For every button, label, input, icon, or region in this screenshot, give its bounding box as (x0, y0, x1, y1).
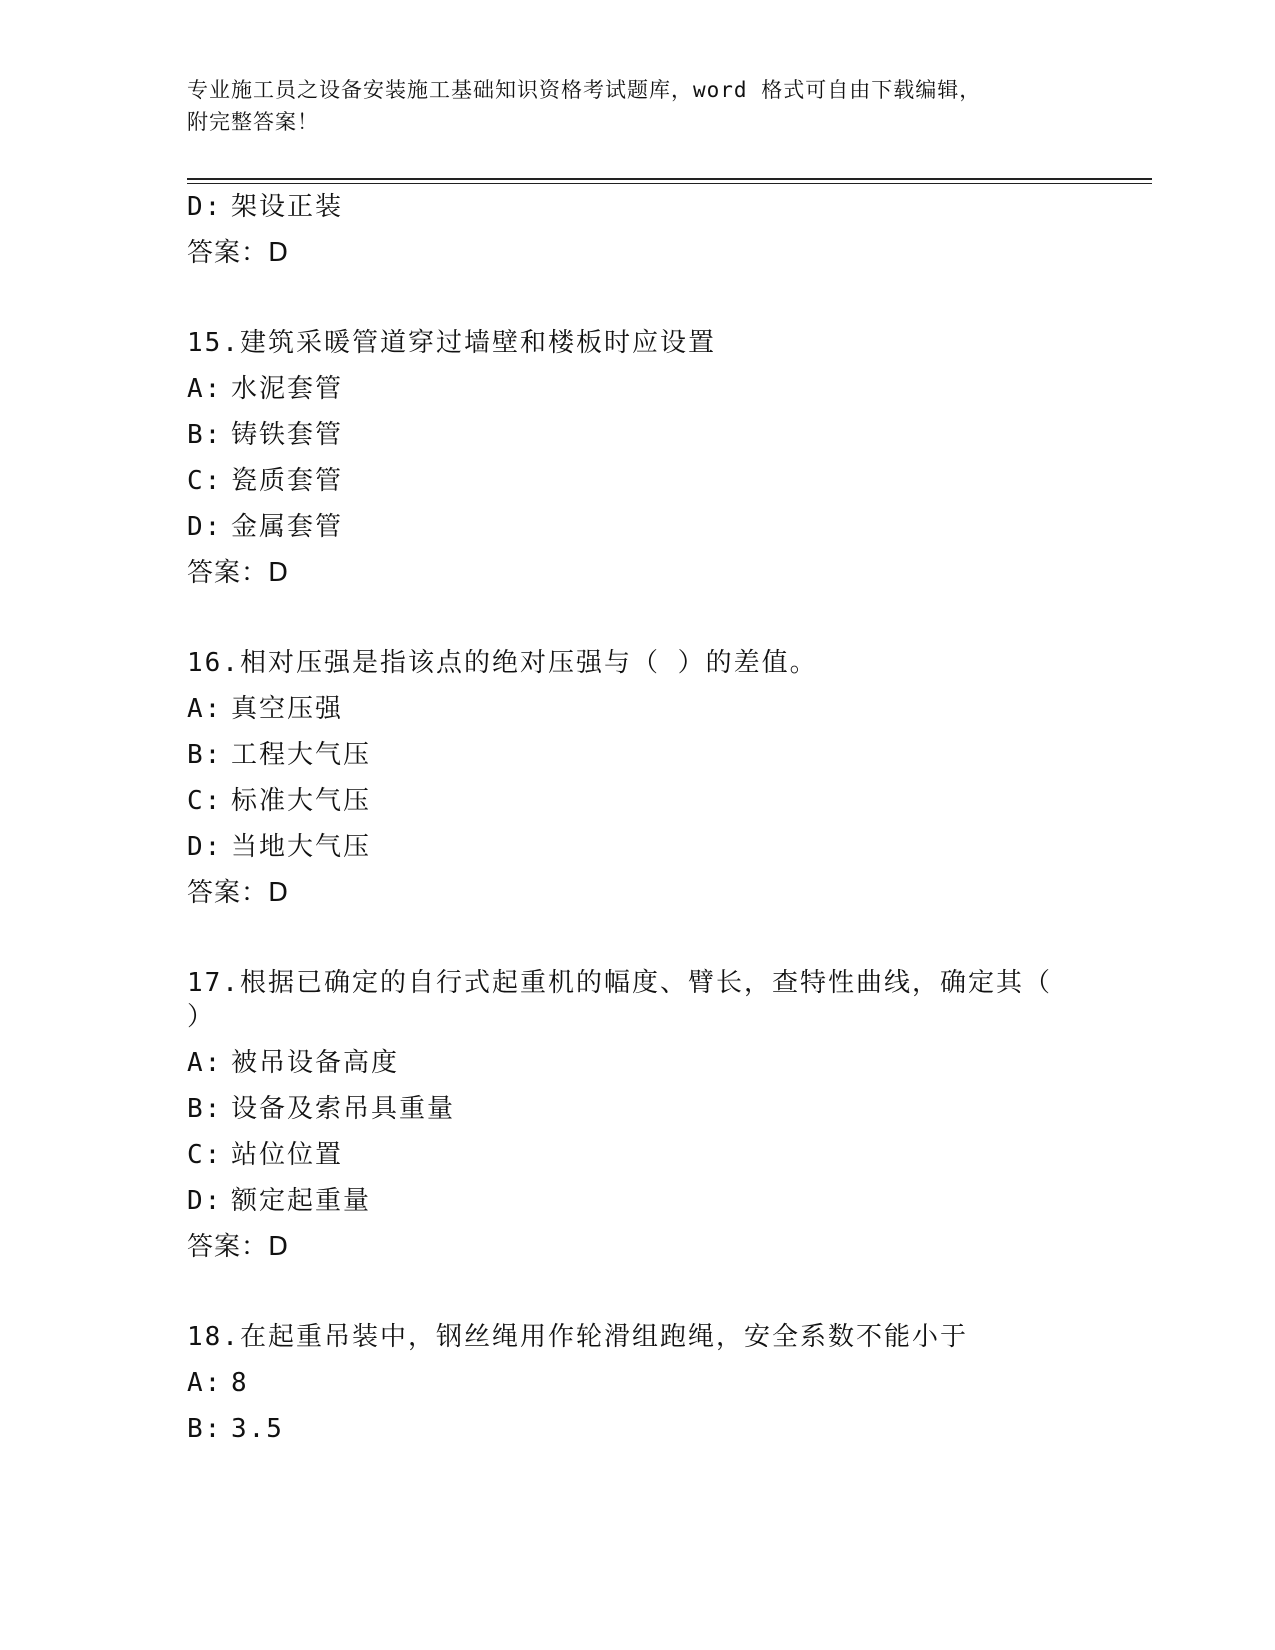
prev-answer: 答案：D (187, 238, 290, 268)
question-list (187, 190, 1087, 1458)
question-17-option-d (187, 1184, 1087, 1218)
spacer (187, 1276, 1087, 1320)
option-text: 工程大气压 (231, 740, 372, 770)
header-line-2: 附完整答案！ (187, 110, 319, 134)
header-rule-thick (187, 178, 1152, 180)
header-line-1: 专业施工员之设备安装施工基础知识资格考试题库，word 格式可自由下载编辑， (187, 78, 982, 102)
option-text: 额定起重量 (231, 1186, 372, 1216)
question-18-option-a (187, 1366, 1087, 1400)
option-text: 瓷质套管 (231, 466, 344, 496)
question-17-option-a (187, 1046, 1087, 1080)
spacer (187, 922, 1087, 966)
question-17-stem-line-2: ） (187, 1002, 216, 1032)
option-label: A: (187, 1048, 223, 1078)
option-label: A: (187, 694, 223, 724)
question-16-option-a (187, 692, 1087, 726)
option-label: C: (187, 466, 223, 496)
option-label: B: (187, 1414, 223, 1444)
question-15-option-c (187, 464, 1087, 498)
option-label: B: (187, 420, 223, 450)
option-label: D: (187, 832, 223, 862)
option-text: 站位位置 (231, 1140, 344, 1170)
question-17-answer: 答案：D (187, 1232, 290, 1262)
question-16-option-b (187, 738, 1087, 772)
question-15-option-d (187, 510, 1087, 544)
question-18-option-b (187, 1412, 1087, 1446)
question-16-option-c (187, 784, 1087, 818)
question-16-stem: 16.相对压强是指该点的绝对压强与（ ）的差值。 (187, 648, 818, 678)
question-16-option-d (187, 830, 1087, 864)
question-17-stem-line-1: 17.根据已确定的自行式起重机的幅度、臂长，查特性曲线，确定其（ (187, 968, 1052, 998)
option-label: D: (187, 192, 223, 222)
option-label: C: (187, 1140, 223, 1170)
option-text: 3.5 (231, 1414, 284, 1444)
question-15-answer: 答案：D (187, 558, 290, 588)
option-label: A: (187, 1368, 223, 1398)
option-label: D: (187, 1186, 223, 1216)
question-15-option-a (187, 372, 1087, 406)
option-label: B: (187, 740, 223, 770)
option-text: 水泥套管 (231, 374, 344, 404)
header-rule-thin (187, 183, 1152, 184)
option-label: B: (187, 1094, 223, 1124)
option-text: 设备及索吊具重量 (231, 1094, 456, 1124)
option-text: 标准大气压 (231, 786, 372, 816)
option-text: 铸铁套管 (231, 420, 344, 450)
option-text: 当地大气压 (231, 832, 372, 862)
option-text: 被吊设备高度 (231, 1048, 400, 1078)
question-15-option-b (187, 418, 1087, 452)
question-16-answer: 答案：D (187, 878, 290, 908)
question-17-option-b (187, 1092, 1087, 1126)
prev-option-d (187, 190, 1087, 224)
question-17-option-c (187, 1138, 1087, 1172)
question-18-stem: 18.在起重吊装中，钢丝绳用作轮滑组跑绳，安全系数不能小于 (187, 1322, 968, 1352)
document-header (187, 74, 1087, 138)
option-label: C: (187, 786, 223, 816)
spacer (187, 282, 1087, 326)
option-label: D: (187, 512, 223, 542)
option-text: 8 (231, 1368, 249, 1398)
option-text: 真空压强 (231, 694, 344, 724)
option-text: 架设正装 (231, 192, 344, 222)
option-label: A: (187, 374, 223, 404)
option-text: 金属套管 (231, 512, 344, 542)
spacer (187, 602, 1087, 646)
question-15-stem: 15.建筑采暖管道穿过墙壁和楼板时应设置 (187, 328, 716, 358)
